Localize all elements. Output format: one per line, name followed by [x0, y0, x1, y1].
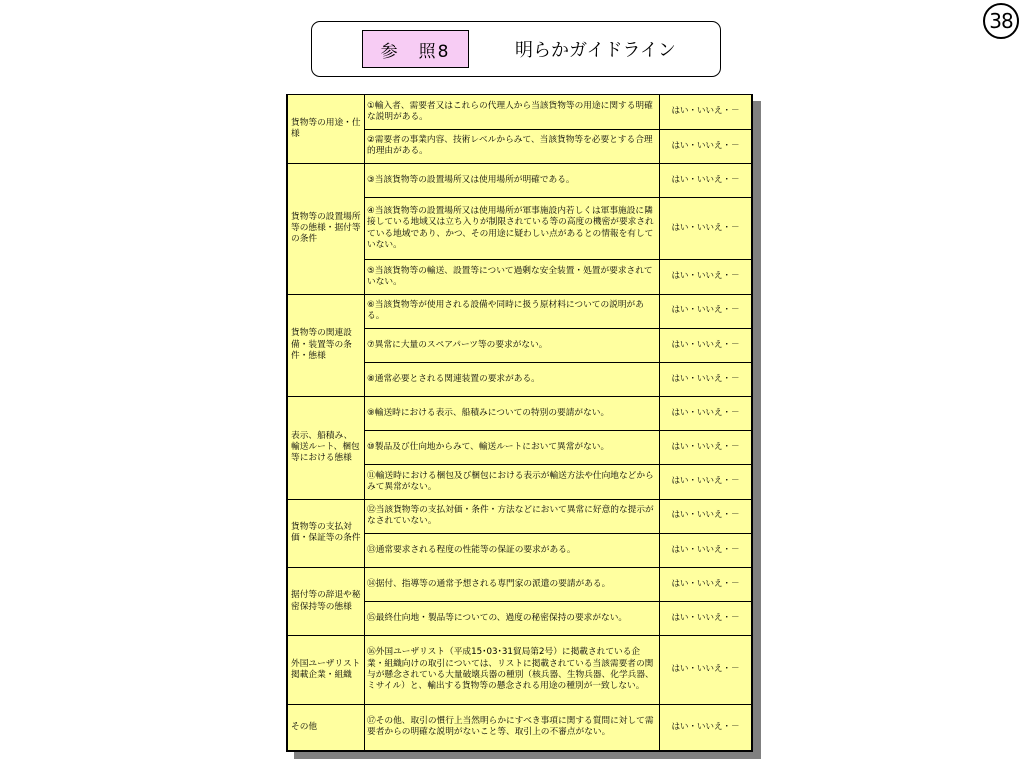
category-cell: 貨物等の用途・仕様	[288, 95, 365, 163]
item-text: ⑮最終仕向地・製品等についての、過度の秘密保持の要求がない。	[365, 602, 660, 636]
item-text: ⑤当該貨物等の輸送、設置等について過剰な安全装置・処置が要求されていない。	[365, 260, 660, 294]
answer-choice[interactable]: はい・いいえ・－	[660, 328, 752, 362]
table-row	[288, 397, 752, 431]
table-row	[288, 294, 752, 328]
item-text: ④当該貨物等の設置場所又は使用場所が軍事施設内若しくは軍事施設に隣接している地域又は立ち入りが制限されている等の高度の機密が要求されている地域であり、かつ、その用途に疑わしい点があるとの情報を有していない。	[365, 198, 660, 260]
item-text: ⑪輸送時における梱包及び梱包における表示が輸送方法や仕向地などからみて異常がない。	[365, 465, 660, 499]
table-row	[288, 95, 752, 129]
item-text: ⑫当該貨物等の支払対価・条件・方法などにおいて異常に好意的な提示がなされていない。	[365, 499, 660, 533]
answer-choice[interactable]: はい・いいえ・－	[660, 397, 752, 431]
item-text: ⑨輸送時における表示、船積みについての特別の要請がない。	[365, 397, 660, 431]
page-title: 明らかガイドライン	[515, 40, 676, 61]
item-text: ⑦異常に大量のスペアパーツ等の要求がない。	[365, 328, 660, 362]
answer-choice[interactable]: はい・いいえ・－	[660, 198, 752, 260]
category-cell: その他	[288, 704, 365, 750]
answer-choice[interactable]: はい・いいえ・－	[660, 129, 752, 163]
item-text: ③当該貨物等の設置場所又は使用場所が明確である。	[365, 163, 660, 197]
item-text: ⑩製品及び仕向地からみて、輸送ルートにおいて異常がない。	[365, 431, 660, 465]
item-text: ①輸入者、需要者又はこれらの代理人から当該貨物等の用途に関する明確な説明がある。	[365, 95, 660, 129]
category-cell: 貨物等の支払対価・保証等の条件	[288, 499, 365, 567]
reference-label: 参 照8	[362, 30, 469, 68]
table-row	[288, 704, 752, 750]
category-cell: 貨物等の設置場所等の態様・据付等の条件	[288, 163, 365, 294]
answer-choice[interactable]: はい・いいえ・－	[660, 636, 752, 704]
item-text: ⑬通常要求される程度の性能等の保証の要求がある。	[365, 533, 660, 567]
category-cell: 貨物等の関連設備・装置等の条件・態様	[288, 294, 365, 397]
answer-choice[interactable]: はい・いいえ・－	[660, 465, 752, 499]
answer-choice[interactable]: はい・いいえ・－	[660, 95, 752, 129]
page-number-badge: 38	[983, 3, 1019, 39]
category-cell: 表示、船積み、輸送ルート、梱包等における態様	[288, 397, 365, 500]
item-text: ⑰その他、取引の慣行上当然明らかにすべき事項に関する質問に対して需要者からの明確な説明がないこと等、取引上の不審点がない。	[365, 704, 660, 750]
answer-choice[interactable]: はい・いいえ・－	[660, 362, 752, 396]
item-text: ②需要者の事業内容、技術レベルからみて、当該貨物等を必要とする合理的理由がある。	[365, 129, 660, 163]
table-row	[288, 499, 752, 533]
answer-choice[interactable]: はい・いいえ・－	[660, 533, 752, 567]
table-row	[288, 163, 752, 197]
answer-choice[interactable]: はい・いいえ・－	[660, 704, 752, 750]
checklist-sheet	[286, 94, 753, 752]
item-text: ⑥当該貨物等が使用される設備や同時に扱う原材料についての説明がある。	[365, 294, 660, 328]
category-cell: 外国ユーザリスト掲載企業・組織	[288, 636, 365, 704]
item-text: ⑭据付、指導等の通常予想される専門家の派遣の要請がある。	[365, 567, 660, 601]
answer-choice[interactable]: はい・いいえ・－	[660, 294, 752, 328]
answer-choice[interactable]: はい・いいえ・－	[660, 499, 752, 533]
checklist-table	[287, 95, 752, 751]
answer-choice[interactable]: はい・いいえ・－	[660, 602, 752, 636]
category-cell: 据付等の辞退や秘密保持等の態様	[288, 567, 365, 635]
item-text: ⑯外国ユーザリスト（平成15･03･31貿局第2号）に掲載されている企業・組織向けの取引については、リストに掲載されている当該需要者の関与が懸念されている大量破壊兵器の種別（核兵器、生物兵器、化学兵器、ミサイル）と、輸出する貨物等の懸念される用途の種別が一致しない。	[365, 636, 660, 704]
table-row	[288, 636, 752, 704]
item-text: ⑧通常必要とされる関連装置の要求がある。	[365, 362, 660, 396]
answer-choice[interactable]: はい・いいえ・－	[660, 163, 752, 197]
table-row	[288, 567, 752, 601]
answer-choice[interactable]: はい・いいえ・－	[660, 431, 752, 465]
answer-choice[interactable]: はい・いいえ・－	[660, 260, 752, 294]
answer-choice[interactable]: はい・いいえ・－	[660, 567, 752, 601]
